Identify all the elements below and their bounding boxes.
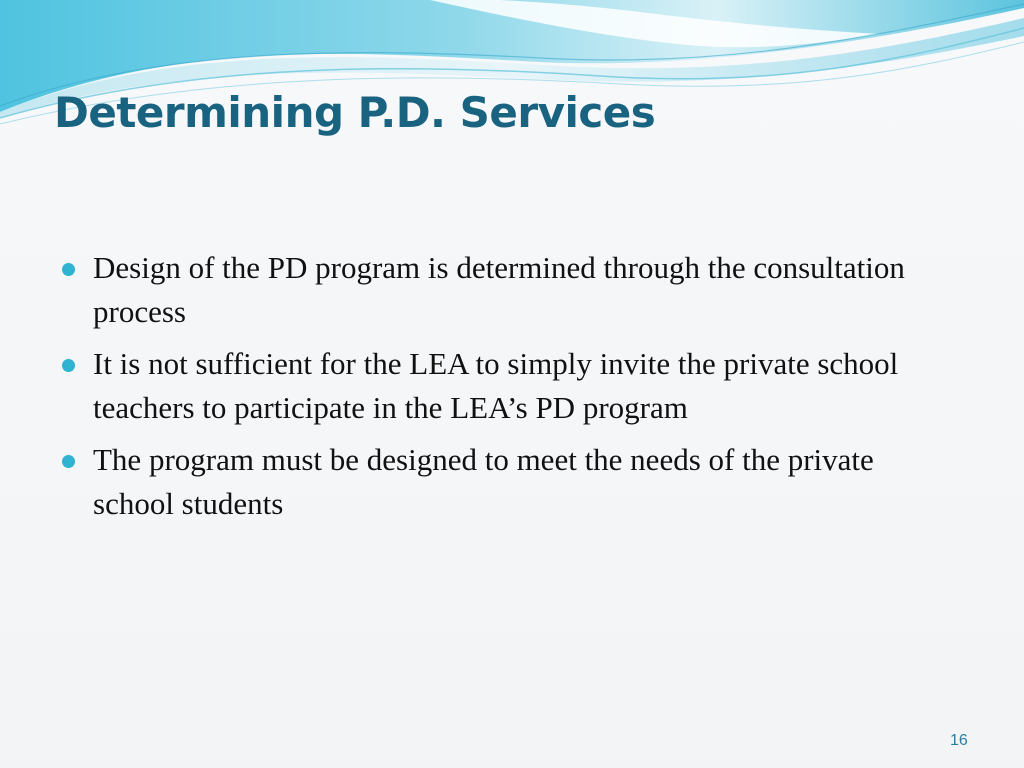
- bullet-text: The program must be designed to meet the needs of the private school students: [93, 442, 874, 521]
- slide-title: Determining P.D. Services: [54, 88, 656, 137]
- bullet-item: [62, 342, 962, 430]
- bullet-list: [62, 246, 962, 534]
- bullet-text: Design of the PD program is determined through the consultation process: [93, 250, 905, 329]
- bullet-dot-icon: [62, 455, 75, 468]
- bullet-item: [62, 438, 962, 526]
- bullet-dot-icon: [62, 359, 75, 372]
- bullet-item: [62, 246, 962, 334]
- bullet-dot-icon: [62, 263, 75, 276]
- page-number: 16: [950, 732, 968, 749]
- bullet-text: It is not sufficient for the LEA to simply invite the private school teachers to participate in the LEA’s PD program: [93, 346, 899, 425]
